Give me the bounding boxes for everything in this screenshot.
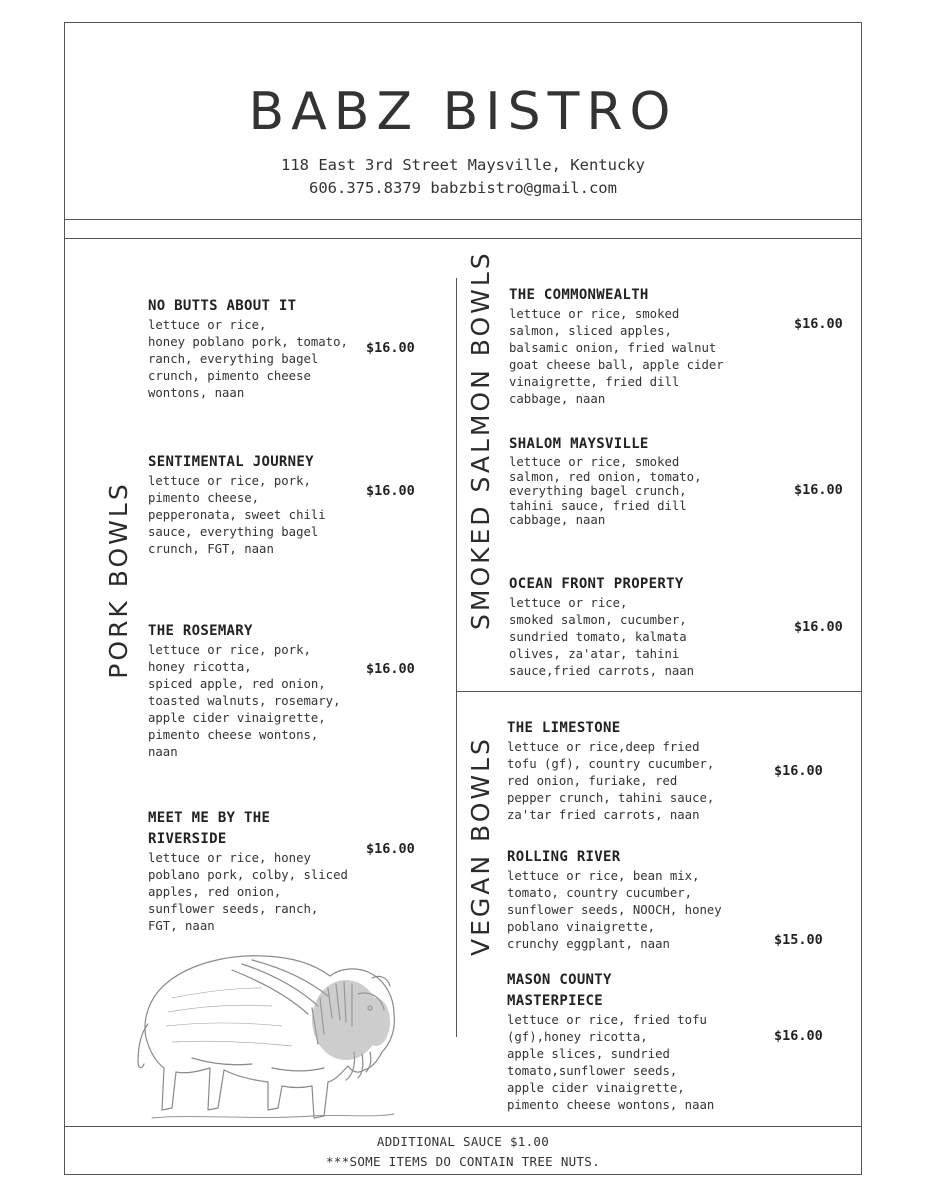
column-divider-upper	[456, 278, 457, 692]
item-price: $16.00	[794, 482, 843, 498]
header-divider-bottom	[64, 238, 862, 239]
item-name: THE LIMESTONE	[507, 720, 621, 736]
item-description: lettuce or rice, smoked salmon, sliced apples, balsamic onion, fried walnut goat cheese ball, apple cider vinaigrette, fried dill cabbage, naan	[509, 307, 724, 406]
menu-item-the-rosemary	[148, 621, 363, 761]
item-description: lettuce or rice, pork, honey ricotta, spiced apple, red onion, toasted walnuts, rosemary, apple cider vinaigrette, pimento cheese wontons, naan	[148, 643, 341, 759]
item-name: THE COMMONWEALTH	[509, 287, 649, 303]
item-description: lettuce or rice, fried tofu (gf),honey ricotta, apple slices, sundried tomato,sunflower seeds, apple cider vinaigrette, pimento cheese wontons, naan	[507, 1013, 715, 1112]
footer-sauce-note: ADDITIONAL SAUCE $1.00	[376, 1134, 550, 1149]
item-price: $16.00	[794, 619, 843, 635]
item-description: lettuce or rice, smoked salmon, red onion, tomato, everything bagel crunch, tahini sauce, fried dill cabbage, naan	[509, 455, 702, 527]
item-price: $16.00	[774, 1028, 823, 1044]
menu-item-sentimental-journey	[148, 452, 363, 558]
item-name: SHALOM MAYSVILLE	[509, 436, 649, 452]
item-name: MEET ME BY THE RIVERSIDE	[148, 810, 271, 847]
menu-item-ocean-front-property	[509, 574, 754, 680]
menu-item-rolling-river	[507, 847, 757, 953]
item-description: lettuce or rice, smoked salmon, cucumber, sundried tomato, kalmata olives, za'atar, tahini sauce,fried carrots, naan	[509, 596, 695, 678]
item-description: lettuce or rice, honey poblano pork, tomato, ranch, everything bagel crunch, pimento cheese wontons, naan	[148, 318, 348, 400]
header-divider-top	[64, 219, 862, 220]
item-name: OCEAN FRONT PROPERTY	[509, 576, 684, 592]
section-title-vegan: VEGAN BOWLS	[466, 736, 495, 956]
column-divider-lower	[456, 692, 457, 1037]
restaurant-title: BABZ BISTRO	[248, 82, 678, 142]
item-name: SENTIMENTAL JOURNEY	[148, 454, 314, 470]
item-name: THE ROSEMARY	[148, 623, 253, 639]
item-price: $15.00	[774, 932, 823, 948]
menu-item-no-butts	[148, 296, 363, 402]
item-description: lettuce or rice, honey poblano pork, colby, sliced apples, red onion, sunflower seeds, ranch, FGT, naan	[148, 851, 348, 933]
footer-divider	[64, 1126, 862, 1127]
item-name: MASON COUNTY MASTERPIECE	[507, 972, 612, 1009]
item-price: $16.00	[774, 763, 823, 779]
item-name: NO BUTTS ABOUT IT	[148, 298, 297, 314]
menu-item-the-commonwealth	[509, 285, 754, 408]
item-description: lettuce or rice, bean mix, tomato, country cucumber, sunflower seeds, NOOCH, honey poblano vinaigrette, crunchy eggplant, naan	[507, 869, 722, 951]
menu-item-the-limestone	[507, 718, 757, 824]
item-price: $16.00	[366, 340, 415, 356]
item-price: $16.00	[366, 841, 415, 857]
restaurant-address: 118 East 3rd Street Maysville, Kentucky	[281, 156, 645, 174]
salmon-vegan-divider	[456, 691, 862, 692]
item-description: lettuce or rice,deep fried tofu (gf), country cucumber, red onion, furiake, red pepper crunch, tahini sauce, za'tar fried carrots, naan	[507, 740, 715, 822]
restaurant-contact: 606.375.8379 babzbistro@gmail.com	[309, 179, 617, 197]
item-price: $16.00	[794, 316, 843, 332]
section-title-pork: PORK BOWLS	[104, 481, 133, 679]
item-price: $16.00	[366, 483, 415, 499]
item-name: ROLLING RIVER	[507, 849, 621, 865]
item-description: lettuce or rice, pork, pimento cheese, pepperonata, sweet chili sauce, everything bagel crunch, FGT, naan	[148, 474, 326, 556]
menu-item-mason-county-masterpiece	[507, 970, 757, 1114]
section-title-salmon: SMOKED SALMON BOWLS	[466, 250, 495, 630]
menu-item-shalom-maysville	[509, 434, 754, 528]
menu-item-meet-me-by-the-riverside	[148, 808, 363, 935]
item-price: $16.00	[366, 661, 415, 677]
footer-allergy-note: ***SOME ITEMS DO CONTAIN TREE NUTS.	[326, 1154, 600, 1169]
bison-illustration-icon	[132, 948, 402, 1126]
